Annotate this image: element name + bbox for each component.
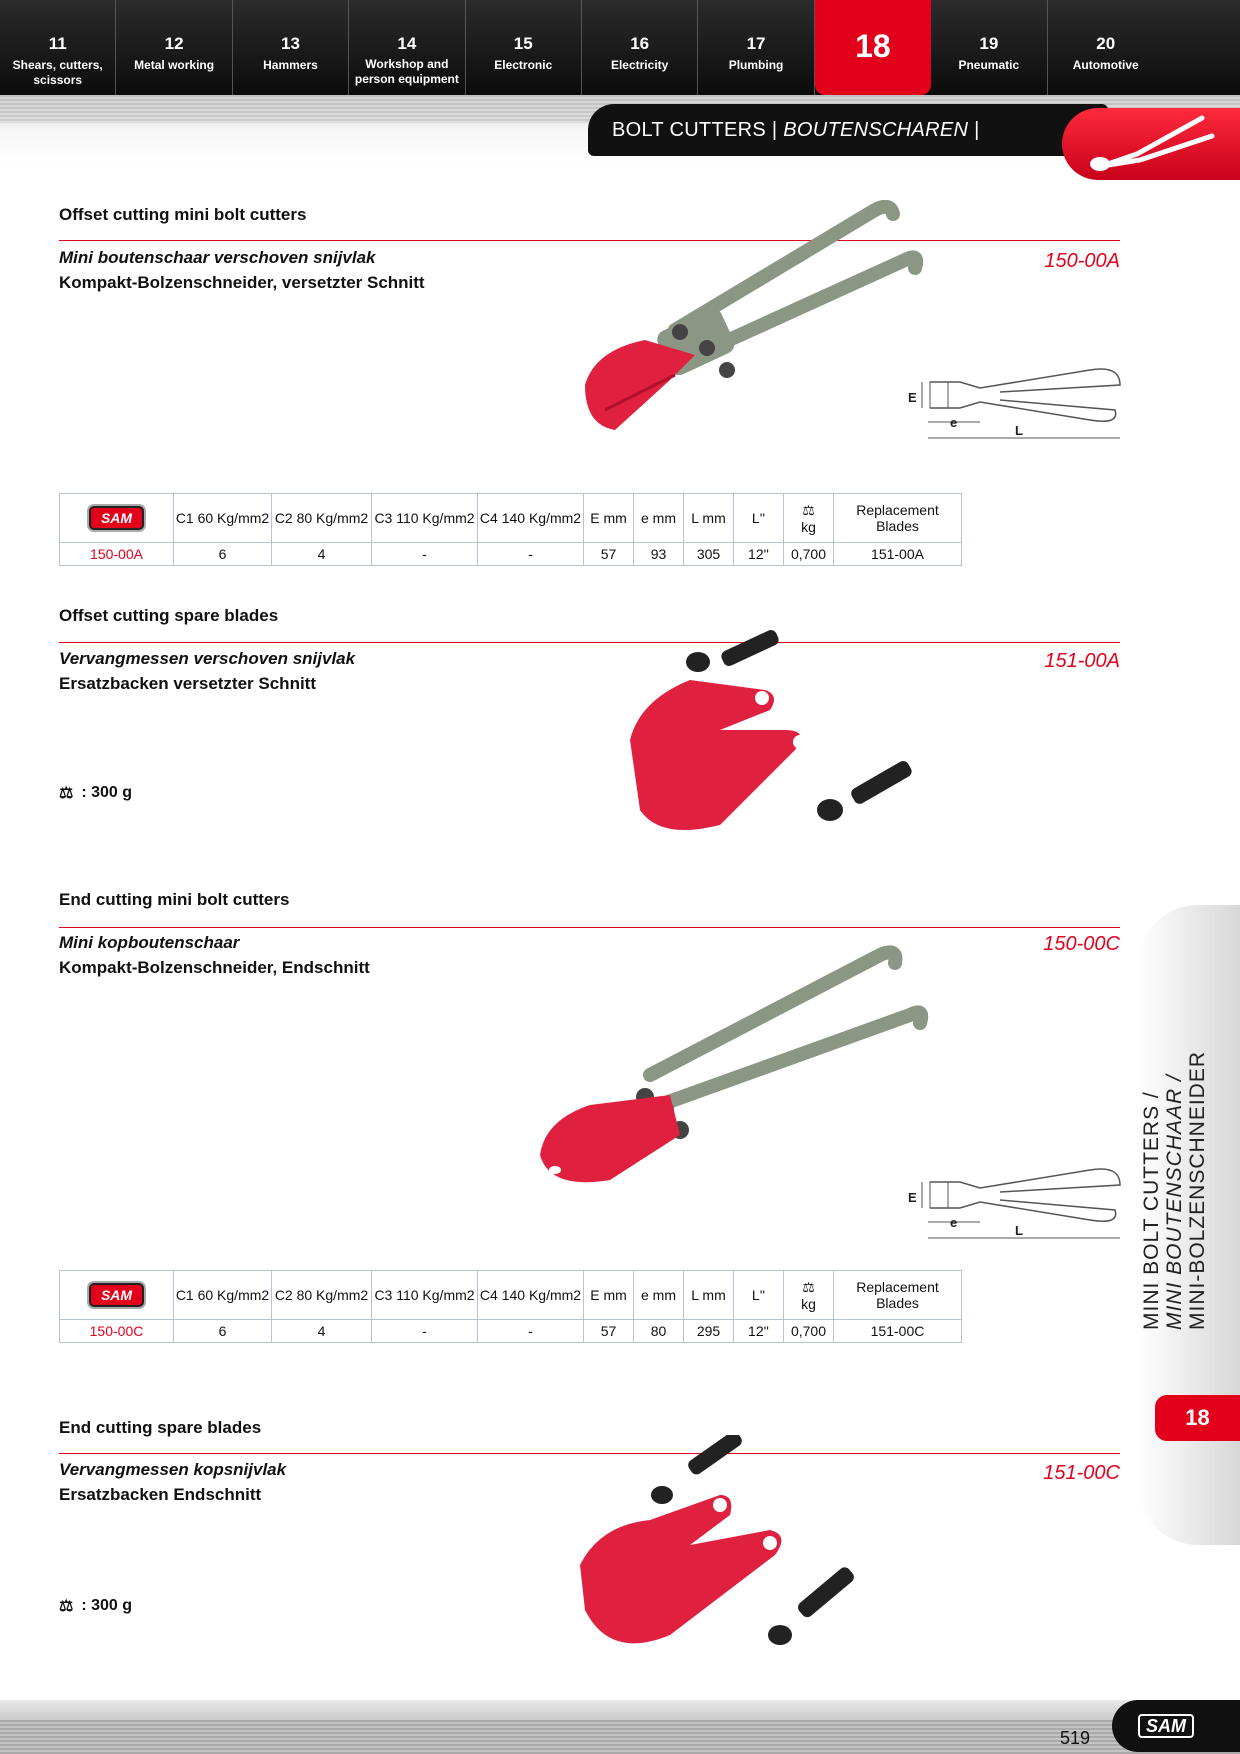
header-replacement: Replacement Blades [834, 1271, 962, 1320]
diagram-label-L: L [1015, 1223, 1023, 1238]
cell: 295 [684, 1320, 734, 1343]
cell: 4 [272, 1320, 372, 1343]
nav-tab-12[interactable] [116, 0, 232, 95]
nav-tab-number: 18 [855, 28, 891, 64]
sam-logo: SAM [1138, 1714, 1194, 1738]
section-title-de: Ersatzbacken versetzter Schnitt [59, 674, 316, 693]
header-c4: C4 140 Kg/mm2 [478, 1271, 584, 1320]
banner-en: BOLT CUTTERS [612, 119, 766, 141]
nav-tab-19[interactable] [931, 0, 1047, 95]
section-title-nl: Vervangmessen verschoven snijvlak [59, 649, 356, 668]
section-heading: End cutting spare blades [59, 1418, 262, 1437]
footer-stripes [0, 1720, 1240, 1754]
bolt-cutter-category-tab [1062, 108, 1240, 180]
bolt-cutter-icon [1062, 108, 1240, 180]
nav-tab-number: 17 [746, 34, 766, 53]
side-category-title [1140, 1030, 1209, 1330]
category-title-banner [588, 104, 1108, 193]
nav-tab-label: Hammers [263, 58, 318, 72]
nav-tab-15[interactable] [466, 0, 582, 95]
header-E: E mm [584, 494, 634, 543]
header-replacement: Replacement Blades [834, 494, 962, 543]
cell: - [372, 1320, 478, 1343]
dimension-diagram [900, 1160, 1125, 1255]
header-weight [784, 1271, 834, 1320]
cell: 6 [174, 1320, 272, 1343]
spec-table [59, 493, 962, 566]
section-heading: Offset cutting spare blades [59, 606, 279, 625]
header-c1: C1 60 Kg/mm2 [174, 1271, 272, 1320]
header-e: e mm [634, 494, 684, 543]
offset-spare-blades-image [610, 610, 920, 850]
side-line-nl-text: MINI BOUTENSCHAAR / [1163, 1074, 1186, 1330]
nav-tab-number: 11 [48, 34, 67, 53]
weight-info [59, 1596, 132, 1616]
header-weight-label: kg [801, 518, 816, 535]
header-c2: C2 80 Kg/mm2 [272, 1271, 372, 1320]
end-spare-blades-image [570, 1435, 870, 1685]
header-weight-label: kg [801, 1295, 816, 1312]
nav-tab-number: 19 [979, 34, 999, 53]
cell: 305 [684, 543, 734, 566]
dimension-diagram [900, 360, 1125, 455]
nav-tab-label: Electricity [610, 58, 669, 72]
page-number: 519 [1060, 1728, 1091, 1748]
weight-icon: ⚖ [802, 501, 815, 518]
diagram-label-e: e [950, 415, 958, 430]
banner-nl: BOUTENSCHAREN [783, 119, 969, 141]
product-code: 150-00C [1043, 933, 1120, 955]
cell: - [478, 543, 584, 566]
weight-icon: ⚖ [802, 1278, 815, 1295]
section-title-nl: Mini kopboutenschaar [59, 933, 240, 952]
header-c3: C3 110 Kg/mm2 [372, 494, 478, 543]
nav-tab-number: 13 [281, 34, 300, 53]
diagram-label-L: L [1015, 423, 1023, 438]
diagram-label-E: E [908, 1190, 917, 1205]
weight-icon: ⚖ [59, 1598, 74, 1615]
cell: 12'' [734, 543, 784, 566]
banner-sep: | [968, 119, 980, 141]
cell: 93 [634, 543, 684, 566]
nav-tab-14[interactable] [349, 0, 465, 95]
side-line-en: MINI BOLT CUTTERS / [1140, 1091, 1163, 1330]
nav-tab-number: 20 [1096, 34, 1116, 53]
cell: 80 [634, 1320, 684, 1343]
nav-tab-label: Workshop and person equipment [354, 57, 459, 86]
nav-tab-13[interactable] [233, 0, 349, 95]
cell: 0,700 [784, 1320, 834, 1343]
header-c1: C1 60 Kg/mm2 [174, 494, 272, 543]
nav-tab-number: 12 [164, 34, 184, 53]
section-title-de: Ersatzbacken Endschnitt [59, 1485, 262, 1504]
weight-value: : 300 g [81, 784, 133, 801]
cell-code: 150-00C [60, 1320, 174, 1343]
nav-tab-label: Metal working [134, 58, 215, 72]
cell: 57 [584, 1320, 634, 1343]
nav-tab-label: Shears, cutters, scissors [12, 58, 103, 87]
header-L-inch: L'' [734, 1271, 784, 1320]
header-L-inch: L'' [734, 494, 784, 543]
section-heading: Offset cutting mini bolt cutters [59, 205, 307, 224]
header-c3: C3 110 Kg/mm2 [372, 1271, 478, 1320]
cell: 12'' [734, 1320, 784, 1343]
section-title-de: Kompakt-Bolzenschneider, versetzter Schnitt [59, 273, 425, 292]
nav-tab-11[interactable] [0, 0, 116, 95]
side-chapter-badge: 18 [1155, 1395, 1240, 1441]
cell: 57 [584, 543, 634, 566]
diagram-label-e: e [950, 1215, 958, 1230]
header-weight [784, 494, 834, 543]
section-divider [59, 642, 1120, 643]
cell: 0,700 [784, 543, 834, 566]
spec-table [59, 1270, 962, 1343]
cell: - [478, 1320, 584, 1343]
diagram-label-E: E [908, 390, 917, 405]
brand-logo-cell [60, 1271, 174, 1320]
section-title-nl: Vervangmessen kopsnijvlak [59, 1460, 287, 1479]
weight-info [59, 783, 132, 803]
footer-logo [1112, 1700, 1240, 1752]
category-nav [0, 0, 1240, 95]
header-E: E mm [584, 1271, 634, 1320]
nav-tab-number: 15 [513, 34, 533, 53]
nav-tab-number: 14 [397, 34, 417, 53]
banner-de: BOLZENSCHNEIDER [612, 171, 815, 193]
header-e: e mm [634, 1271, 684, 1320]
header-c4: C4 140 Kg/mm2 [478, 494, 584, 543]
cell-code: 150-00A [60, 543, 174, 566]
weight-icon: ⚖ [59, 785, 74, 802]
nav-tab-number: 16 [630, 34, 650, 53]
nav-tab-label: Pneumatic [958, 58, 1020, 72]
weight-value: : 300 g [81, 1597, 133, 1614]
product-code: 150-00A [1044, 250, 1120, 272]
sam-logo: SAM [89, 506, 144, 530]
header-L: L mm [684, 1271, 734, 1320]
cell: 151-00A [834, 543, 962, 566]
cell: - [372, 543, 478, 566]
section-title-de: Kompakt-Bolzenschneider, Endschnitt [59, 958, 370, 977]
nav-tab-17[interactable] [698, 0, 814, 95]
cell: 6 [174, 543, 272, 566]
side-line-de: MINI-BOLZENSCHNEIDER [1186, 1050, 1209, 1330]
nav-tab-16[interactable] [582, 0, 698, 95]
brand-logo-cell [60, 494, 174, 543]
sam-logo: SAM [89, 1283, 144, 1307]
nav-tab-20[interactable] [1048, 0, 1164, 95]
header-L: L mm [684, 494, 734, 543]
cell: 151-00C [834, 1320, 962, 1343]
nav-tab-18-active[interactable] [815, 0, 931, 95]
nav-tab-label: Electronic [494, 58, 553, 72]
banner-sep: | [766, 119, 784, 141]
product-code: 151-00C [1043, 1462, 1120, 1484]
side-line-nl [1163, 1030, 1186, 1330]
section-divider [59, 927, 1120, 928]
cell: 4 [272, 543, 372, 566]
header-c2: C2 80 Kg/mm2 [272, 494, 372, 543]
nav-tab-label: Plumbing [728, 58, 784, 72]
product-code: 151-00A [1044, 650, 1120, 672]
section-heading: End cutting mini bolt cutters [59, 890, 290, 909]
nav-tab-label: Automotive [1072, 58, 1139, 72]
section-title-nl: Mini boutenschaar verschoven snijvlak [59, 248, 376, 267]
